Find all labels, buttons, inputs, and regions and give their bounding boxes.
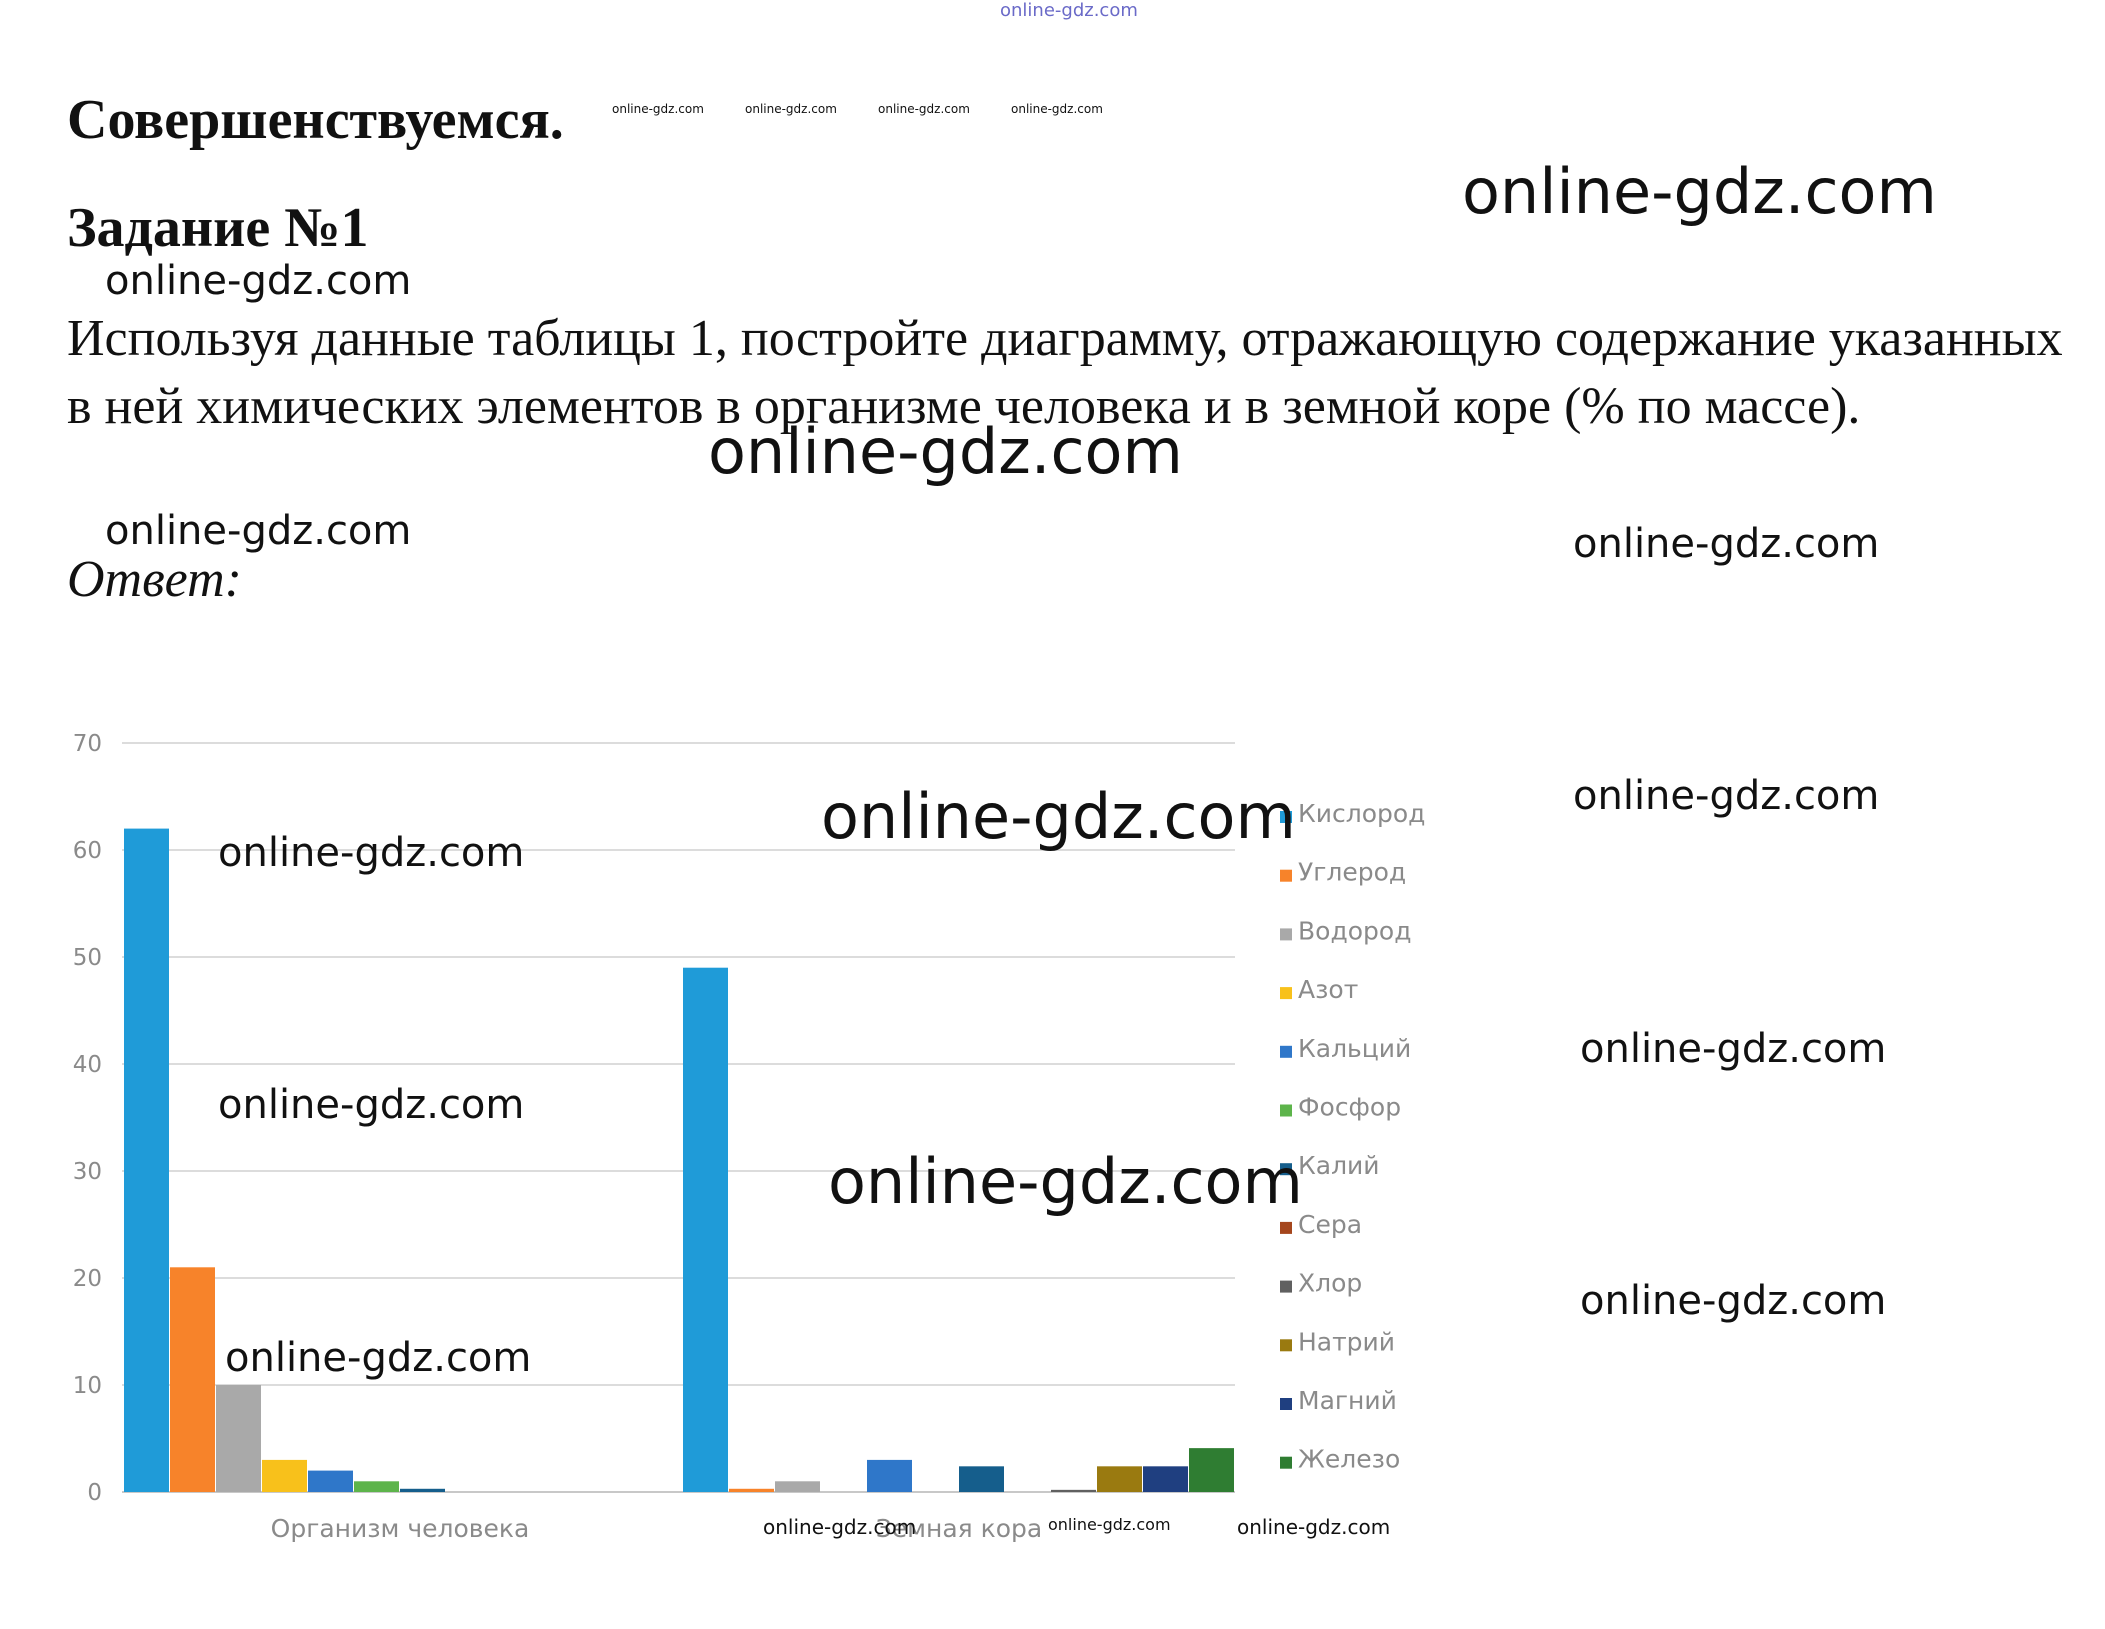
legend-label: Железо: [1298, 1444, 1401, 1474]
y-tick-label: 40: [72, 1052, 102, 1078]
watermark-5: online-gdz.com: [218, 830, 525, 876]
legend-label: Фосфор: [1298, 1092, 1402, 1122]
watermark-2: online-gdz.com: [105, 258, 412, 304]
legend-swatch: [1280, 1398, 1292, 1410]
watermark-13: online-gdz.com: [1237, 1515, 1391, 1539]
chart-categories: [271, 1514, 1043, 1543]
bar-1-10: [1143, 1466, 1188, 1492]
bar-1-2: [775, 1481, 820, 1492]
bar-0-6: [400, 1489, 445, 1492]
answer-label: Ответ:: [67, 551, 242, 608]
watermark-8: online-gdz.com: [1580, 1026, 1887, 1072]
legend-label: Кислород: [1298, 799, 1426, 828]
y-tick-label: 60: [72, 838, 102, 864]
watermark-small-3: online-gdz.com: [878, 102, 970, 116]
category-label: Земная кора: [875, 1514, 1043, 1543]
legend-swatch: [1280, 1046, 1292, 1058]
legend-swatch: [1280, 928, 1292, 940]
watermark-large-1: online-gdz.com: [1462, 155, 1937, 228]
bar-1-0: [683, 968, 728, 1492]
watermark-9: online-gdz.com: [1580, 1278, 1887, 1324]
legend-swatch: [1280, 1339, 1292, 1351]
legend-swatch: [1280, 1105, 1292, 1117]
legend-label: Сера: [1298, 1209, 1363, 1239]
y-tick-label: 20: [72, 1266, 102, 1292]
legend-swatch: [1280, 987, 1292, 999]
legend-swatch: [1280, 1457, 1292, 1469]
bar-0-5: [354, 1481, 399, 1492]
watermark-top: online-gdz.com: [1000, 0, 1138, 21]
task-text: Используя данные таблицы 1, постройте диаграмму, отражающую содержание указанных в ней химических элементов в организме человека и в земной коре (% по массе).: [67, 310, 2063, 435]
bar-1-1: [729, 1489, 774, 1492]
legend-label: Углерод: [1298, 857, 1407, 887]
bar-0-1: [170, 1267, 215, 1492]
legend-label: Калий: [1298, 1151, 1380, 1181]
legend-label: Натрий: [1298, 1327, 1396, 1357]
bar-0-2: [216, 1385, 261, 1492]
y-tick-label: 10: [72, 1373, 102, 1399]
legend-label: Водород: [1298, 916, 1412, 946]
watermark-large-3: online-gdz.com: [821, 780, 1296, 853]
watermark-7: online-gdz.com: [218, 1082, 525, 1128]
task-title: Задание №1: [67, 197, 369, 259]
watermark-4: online-gdz.com: [1573, 521, 1880, 567]
bar-0-3: [262, 1460, 307, 1492]
watermark-12: online-gdz.com: [1048, 1515, 1171, 1534]
watermark-3: online-gdz.com: [105, 508, 412, 554]
category-label: Организм человека: [270, 1514, 530, 1543]
legend-swatch: [1280, 1222, 1292, 1234]
watermark-small-4: online-gdz.com: [1011, 102, 1103, 116]
y-tick-label: 70: [72, 731, 102, 757]
legend-label: Азот: [1298, 975, 1359, 1005]
y-tick-label: 30: [72, 1159, 102, 1185]
watermark-6: online-gdz.com: [1573, 773, 1880, 819]
legend-label: Хлор: [1298, 1268, 1363, 1298]
watermark-large-2: online-gdz.com: [708, 415, 1183, 488]
bar-1-9: [1097, 1466, 1142, 1492]
legend-swatch: [1280, 1281, 1292, 1293]
legend-swatch: [1280, 870, 1292, 882]
bar-1-11: [1189, 1448, 1234, 1492]
y-tick-label: 50: [72, 945, 102, 971]
bar-1-8: [1051, 1490, 1096, 1492]
bar-1-4: [867, 1460, 912, 1492]
chart-legend: [1280, 799, 1425, 1474]
chart-y-ticks: [73, 731, 102, 1506]
watermark-small-2: online-gdz.com: [745, 102, 837, 116]
legend-label: Кальций: [1298, 1033, 1412, 1063]
bar-1-6: [959, 1466, 1004, 1492]
watermark-11: online-gdz.com: [763, 1515, 917, 1539]
watermark-small-1: online-gdz.com: [612, 102, 704, 116]
bar-0-0: [124, 829, 169, 1492]
y-tick-label: 0: [87, 1480, 102, 1506]
watermark-10: online-gdz.com: [225, 1335, 532, 1381]
page-heading: Совершенствуемся.: [67, 89, 564, 151]
watermark-large-4: online-gdz.com: [828, 1145, 1303, 1218]
legend-label: Магний: [1298, 1386, 1397, 1415]
bar-0-4: [308, 1471, 353, 1492]
